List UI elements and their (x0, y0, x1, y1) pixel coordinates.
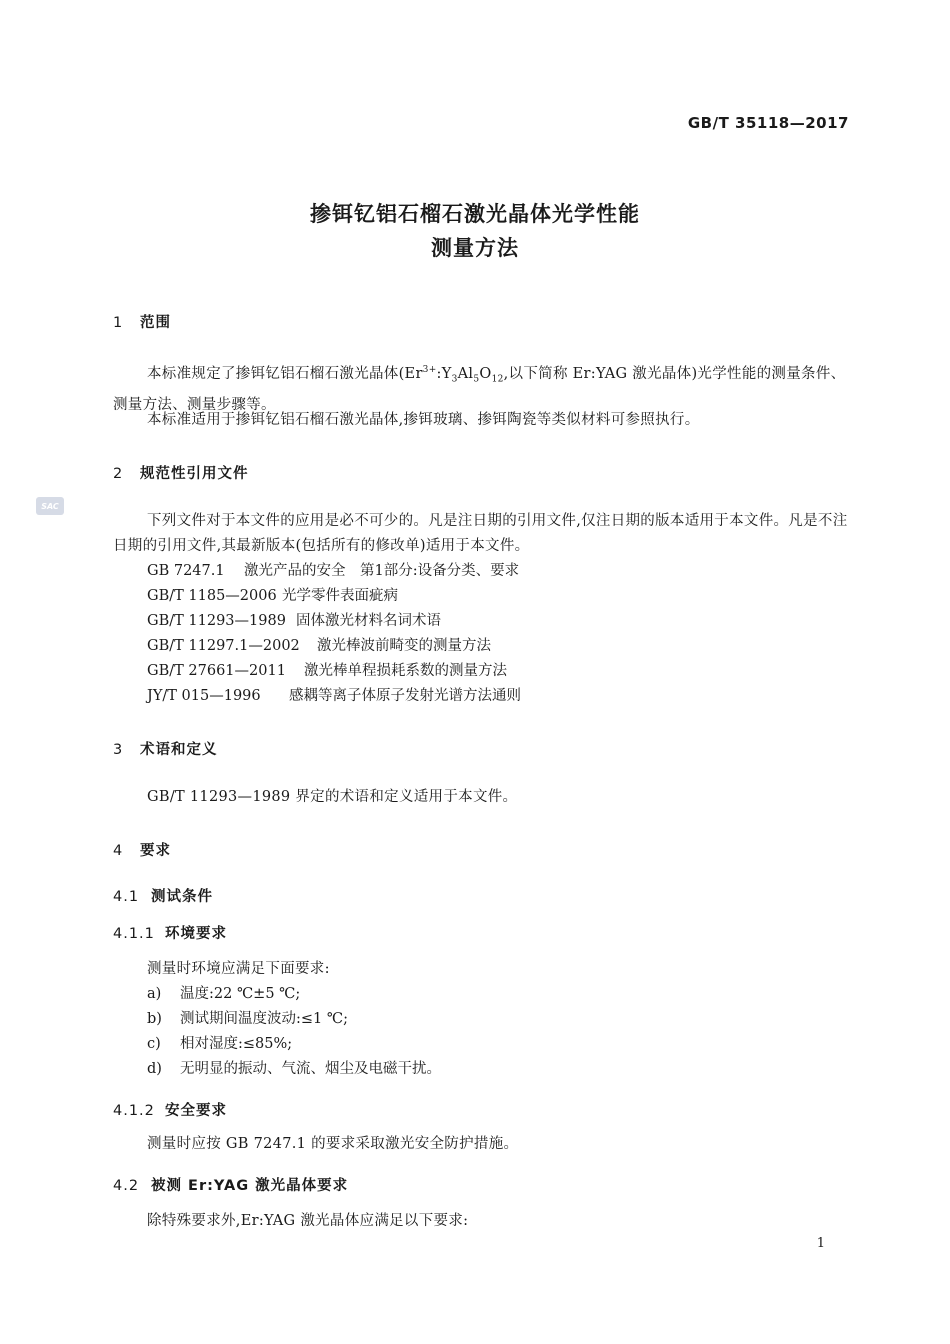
sac-logo (36, 497, 64, 515)
reference-item (147, 684, 521, 709)
text-run: O (479, 365, 492, 382)
section-2-heading (113, 462, 249, 483)
section-title: 要求 (140, 843, 171, 859)
reference-title: 感耦等离子体原子发射光谱方法通则 (289, 688, 521, 704)
list-text: 温度:22 ℃±5 ℃; (180, 986, 301, 1002)
standard-number: GB/T 35118—2017 (687, 114, 849, 132)
safety-paragraph: 测量时应按 GB 7247.1 的要求采取激光安全防护措施。 (147, 1136, 519, 1152)
section-number: 4.2 (113, 1178, 140, 1194)
normative-references-paragraph: 下列文件对于本文件的应用是必不可少的。凡是注日期的引用文件,仅注日期的版本适用于本文件。凡是不注日期的引用文件,其最新版本(包括所有的修改单)适用于本文件。 (113, 513, 848, 554)
text-run: 本标准规定了掺铒钇铝石榴石激光晶体(Er (147, 365, 423, 382)
subscript: 3 (451, 374, 458, 385)
document-title-line2: 测量方法 (431, 236, 519, 260)
scope-paragraph-2: 本标准适用于掺铒钇铝石榴石激光晶体,掺铒玻璃、掺铒陶瓷等类似材料可参照执行。 (147, 412, 700, 428)
page-number: 1 (816, 1236, 825, 1251)
section-3-heading (113, 738, 218, 759)
environment-intro: 测量时环境应满足下面要求: (147, 961, 330, 977)
section-title: 被测 Er:YAG 激光晶体要求 (151, 1178, 349, 1194)
list-item (147, 1032, 292, 1057)
reference-code: GB/T 27661—2011 (147, 663, 286, 679)
reference-item (147, 634, 491, 659)
reference-item (147, 659, 507, 684)
subscript: 12 (491, 374, 504, 385)
text-run: :Y (436, 365, 452, 382)
reference-code: GB/T 11297.1—2002 (147, 638, 300, 654)
list-marker: d) (147, 1061, 162, 1077)
list-marker: c) (147, 1036, 161, 1052)
text-run: Al (457, 365, 474, 382)
sac-logo-text: SAC (41, 501, 59, 511)
section-4-1-1-heading (113, 922, 227, 943)
list-text: 无明显的振动、气流、烟尘及电磁干扰。 (180, 1061, 441, 1077)
section-number: 4 (113, 843, 124, 859)
section-4-1-heading (113, 885, 213, 906)
section-number: 1 (113, 315, 124, 331)
reference-code: GB 7247.1 (147, 563, 225, 579)
list-text: 测试期间温度波动:≤1 ℃; (180, 1011, 348, 1027)
section-1-heading (113, 311, 171, 332)
section-title: 范围 (140, 315, 171, 331)
section-number: 4.1 (113, 889, 140, 905)
section-number: 4.1.1 (113, 926, 155, 942)
superscript: 3+ (422, 365, 437, 375)
list-item (147, 1057, 441, 1082)
text-run: ,以下简称 Er:YAG 激光晶体)光学性能的测量条件、测量方法、测量步骤等。 (113, 365, 846, 413)
subscript: 5 (473, 374, 480, 385)
reference-title: 激光棒波前畸变的测量方法 (317, 638, 491, 654)
reference-title: 激光棒单程损耗系数的测量方法 (304, 663, 507, 679)
section-4-heading (113, 839, 171, 860)
reference-code: JY/T 015—1996 (147, 688, 261, 704)
list-item (147, 982, 300, 1007)
section-title: 规范性引用文件 (140, 466, 249, 482)
terms-paragraph: GB/T 11293—1989 界定的术语和定义适用于本文件。 (147, 789, 518, 805)
section-title: 测试条件 (151, 889, 213, 905)
list-item (147, 1007, 348, 1032)
reference-code: GB/T 1185—2006 (147, 588, 277, 604)
reference-title: 固体激光材料名词术语 (296, 613, 441, 629)
section-4-1-2-heading (113, 1099, 227, 1120)
reference-item (147, 559, 519, 584)
section-title: 安全要求 (165, 1103, 227, 1119)
section-title: 术语和定义 (140, 742, 218, 758)
list-text: 相对湿度:≤85%; (180, 1036, 293, 1052)
reference-title: 光学零件表面疵病 (282, 588, 398, 604)
document-title-line1: 掺铒钇铝石榴石激光晶体光学性能 (310, 202, 640, 226)
reference-item (147, 584, 398, 609)
section-number: 3 (113, 742, 124, 758)
section-number: 2 (113, 466, 124, 482)
section-4-2-heading (113, 1174, 348, 1195)
reference-item (147, 609, 441, 634)
list-marker: b) (147, 1011, 162, 1027)
reference-code: GB/T 11293—1989 (147, 613, 286, 629)
list-marker: a) (147, 986, 162, 1002)
reference-title: 激光产品的安全 第1部分:设备分类、要求 (244, 563, 520, 579)
section-title: 环境要求 (165, 926, 227, 942)
section-number: 4.1.2 (113, 1103, 155, 1119)
crystal-requirements-paragraph: 除特殊要求外,Er:YAG 激光晶体应满足以下要求: (147, 1213, 469, 1229)
